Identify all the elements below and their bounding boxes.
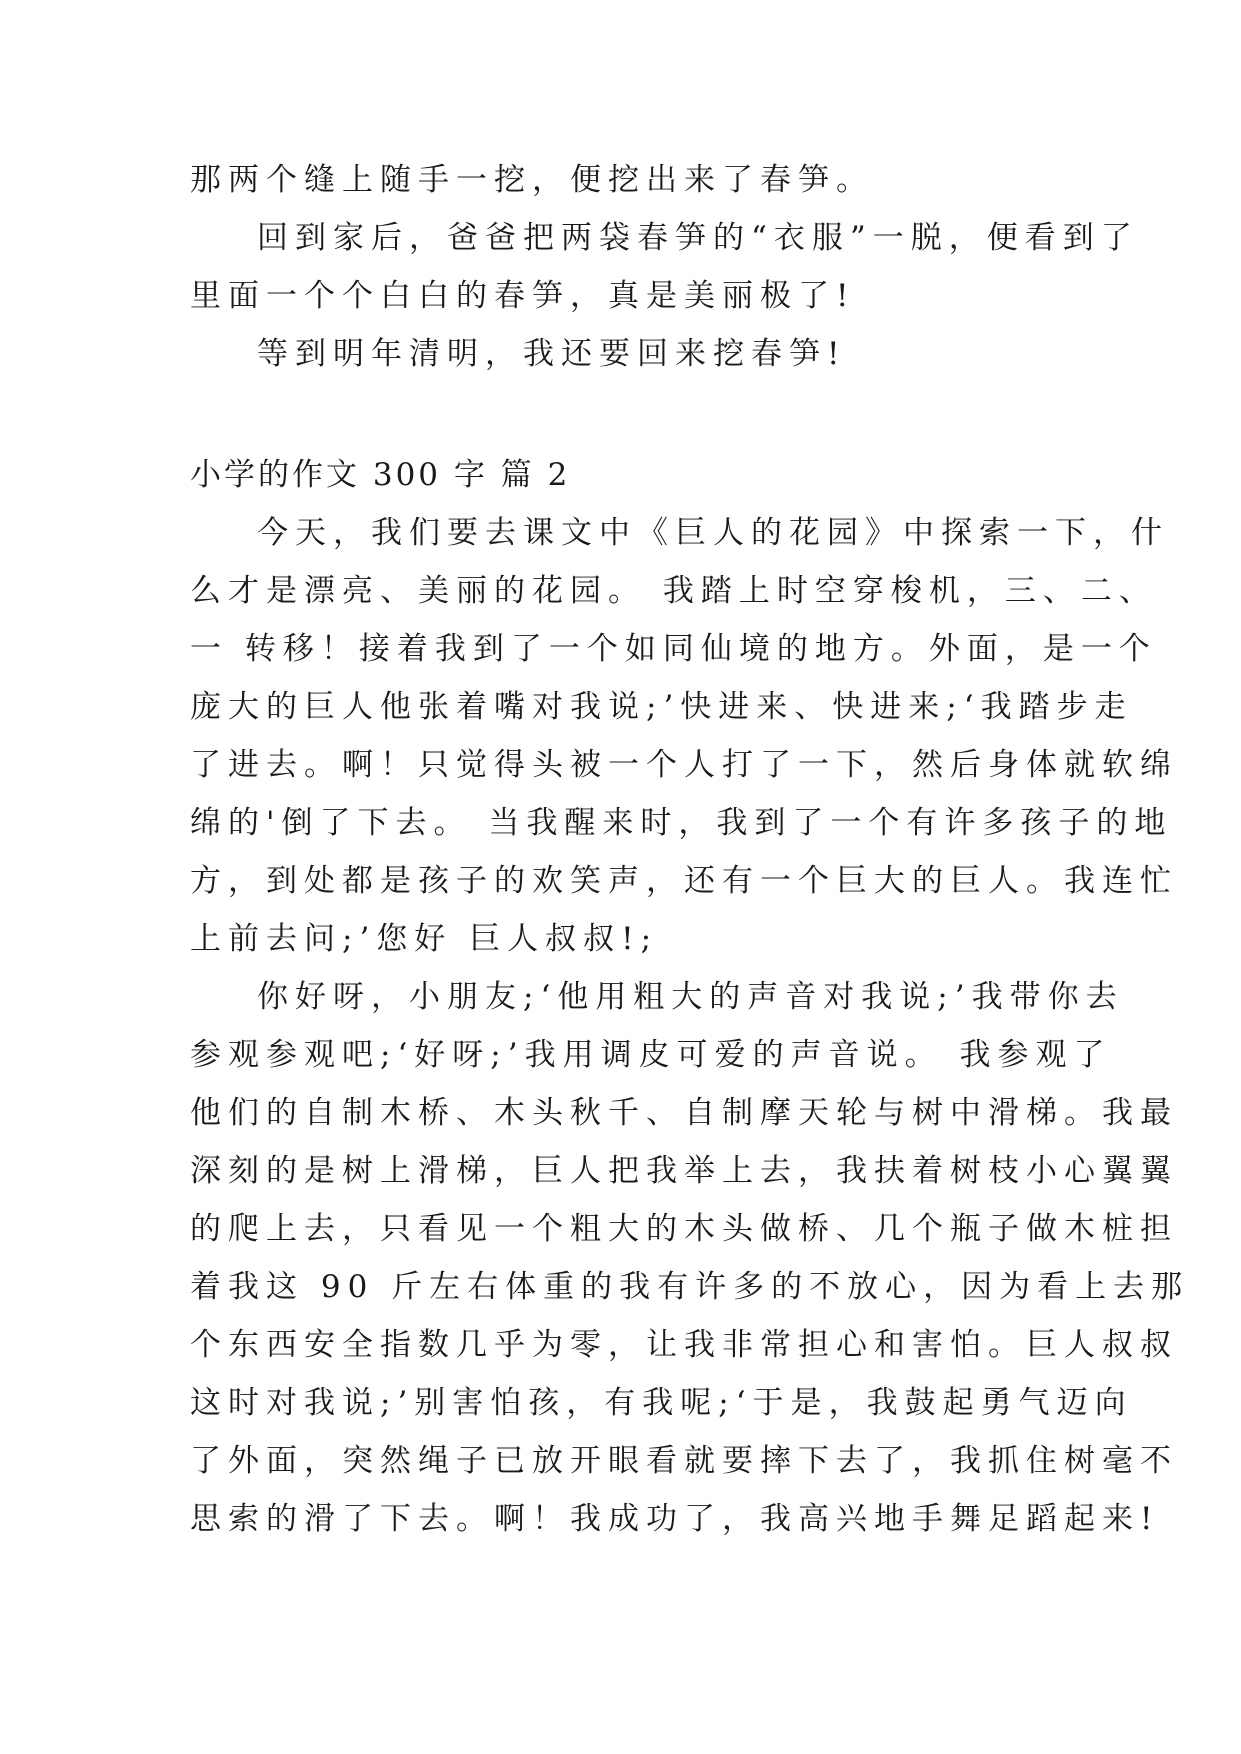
section-heading: 小学的作文 300 字 篇 2 [190,457,571,493]
text-line: 那两个缝上随手一挖，便挖出来了春笋。 [190,162,874,198]
text-line: 思索的滑了下去。啊！我成功了，我高兴地手舞足蹈起来! [190,1501,1160,1537]
text-line: 绵的'倒了下去。 当我醒来时，我到了一个有许多孩子的地 [190,805,1173,841]
text-line: 庞大的巨人他张着嘴对我说;’快进来、快进来;‘我踏步走 [190,689,1133,725]
text-line: 参观参观吧;‘好呀;’我用调皮可爱的声音说。 我参观了 [190,1037,1112,1073]
paragraph-first-line: 等到明年清明，我还要回来挖春笋! [257,336,847,372]
text-line: 这时对我说;’别害怕孩，有我呢;‘于是，我鼓起勇气迈向 [190,1385,1133,1421]
text-line: 一 转移！接着我到了一个如同仙境的地方。外面，是一个 [190,631,1157,667]
text-line: 他们的自制木桥、木头秋千、自制摩天轮与树中滑梯。我最 [190,1095,1178,1131]
text-line: 深刻的是树上滑梯，巨人把我举上去，我扶着树枝小心翼翼 [190,1153,1178,1189]
text-line: 上前去问;’您好 巨人叔叔!; [190,921,659,957]
text-line: 方，到处都是孩子的欢笑声，还有一个巨大的巨人。我连忙 [190,863,1178,899]
text-line: 的爬上去，只看见一个粗大的木头做桥、几个瓶子做木桩担 [190,1211,1178,1247]
paragraph-first-line: 今天，我们要去课文中《巨人的花园》中探索一下，什 [257,515,1169,551]
paragraph-first-line: 你好呀，小朋友;‘他用粗大的声音对我说;’我带你去 [257,979,1124,1015]
text-line: 着我这 90 斤左右体重的我有许多的不放心，因为看上去那 [190,1269,1190,1305]
text-line: 了进去。啊！只觉得头被一个人打了一下，然后身体就软绵 [190,747,1178,783]
text-line: 么才是漂亮、美丽的花园。 我踏上时空穿梭机，三、二、 [190,573,1157,609]
text-line: 个东西安全指数几乎为零，让我非常担心和害怕。巨人叔叔 [190,1327,1178,1363]
text-line: 了外面，突然绳子已放开眼看就要摔下去了，我抓住树毫不 [190,1443,1178,1479]
paragraph-first-line: 回到家后，爸爸把两袋春笋的“衣服”一脱，便看到了 [257,220,1139,256]
text-line: 里面一个个白白的春笋，真是美丽极了! [190,278,856,314]
